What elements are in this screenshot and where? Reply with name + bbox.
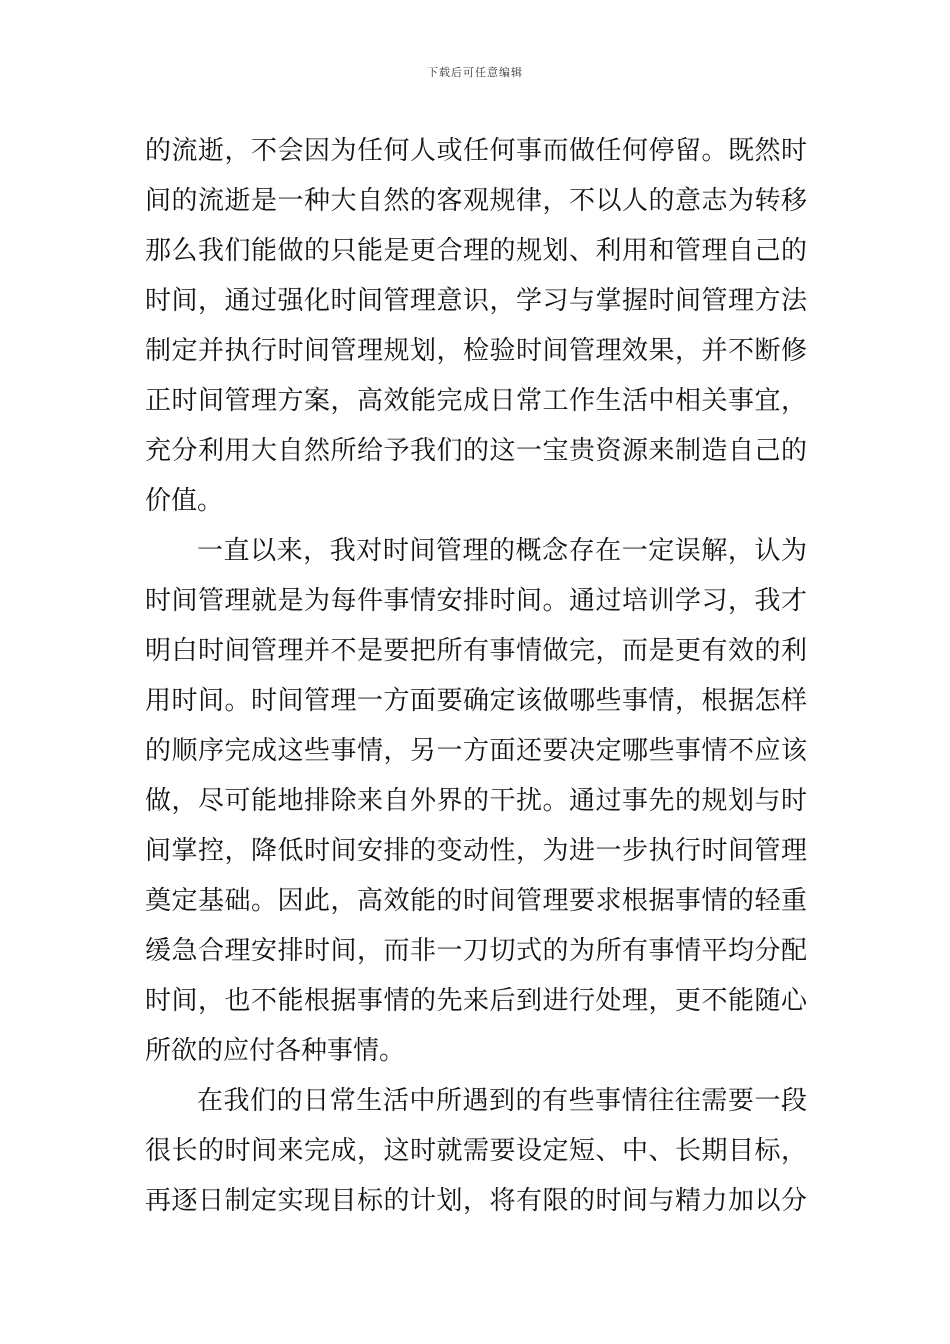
text-line: 制定并执行时间管理规划，检验时间管理效果，并不断修 (145, 336, 807, 366)
text-line: 正时间管理方案，高效能完成日常工作生活中相关事宜， (145, 386, 807, 416)
text-line: 充分利用大自然所给予我们的这一宝贵资源来制造自己的 (145, 436, 807, 466)
text-line: 的顺序完成这些事情，另一方面还要决定哪些事情不应该 (145, 736, 807, 766)
text-line: 一直以来，我对时间管理的概念存在一定误解，认为 (197, 536, 807, 566)
text-line: 价值。 (145, 486, 224, 516)
text-line: 在我们的日常生活中所遇到的有些事情往往需要一段 (197, 1086, 807, 1116)
text-line: 时间，通过强化时间管理意识，学习与掌握时间管理方法 (145, 286, 807, 316)
text-line: 做，尽可能地排除来自外界的干扰。通过事先的规划与时 (145, 786, 807, 816)
text-line: 很长的时间来完成，这时就需要设定短、中、长期目标， (145, 1136, 807, 1166)
text-line: 那么我们能做的只能是更合理的规划、利用和管理自己的 (145, 236, 807, 266)
text-line: 的流逝，不会因为任何人或任何事而做任何停留。既然时 (145, 136, 807, 166)
body-text (145, 126, 807, 1226)
text-line: 再逐日制定实现目标的计划，将有限的时间与精力加以分 (145, 1186, 807, 1216)
text-line: 明白时间管理并不是要把所有事情做完，而是更有效的利 (145, 636, 807, 666)
text-line: 奠定基础。因此，高效能的时间管理要求根据事情的轻重 (145, 886, 807, 916)
text-line: 用时间。时间管理一方面要确定该做哪些事情，根据怎样 (145, 686, 807, 716)
text-line: 间的流逝是一种大自然的客观规律，不以人的意志为转移 (145, 186, 807, 216)
text-line: 间掌控，降低时间安排的变动性，为进一步执行时间管理 (145, 836, 807, 866)
text-line: 时间，也不能根据事情的先来后到进行处理，更不能随心 (145, 986, 807, 1016)
page-header: 下载后可任意编辑 (427, 66, 523, 79)
text-line: 时间管理就是为每件事情安排时间。通过培训学习，我才 (145, 586, 807, 616)
text-line: 所欲的应付各种事情。 (145, 1036, 406, 1066)
text-line: 缓急合理安排时间，而非一刀切式的为所有事情平均分配 (145, 936, 807, 966)
